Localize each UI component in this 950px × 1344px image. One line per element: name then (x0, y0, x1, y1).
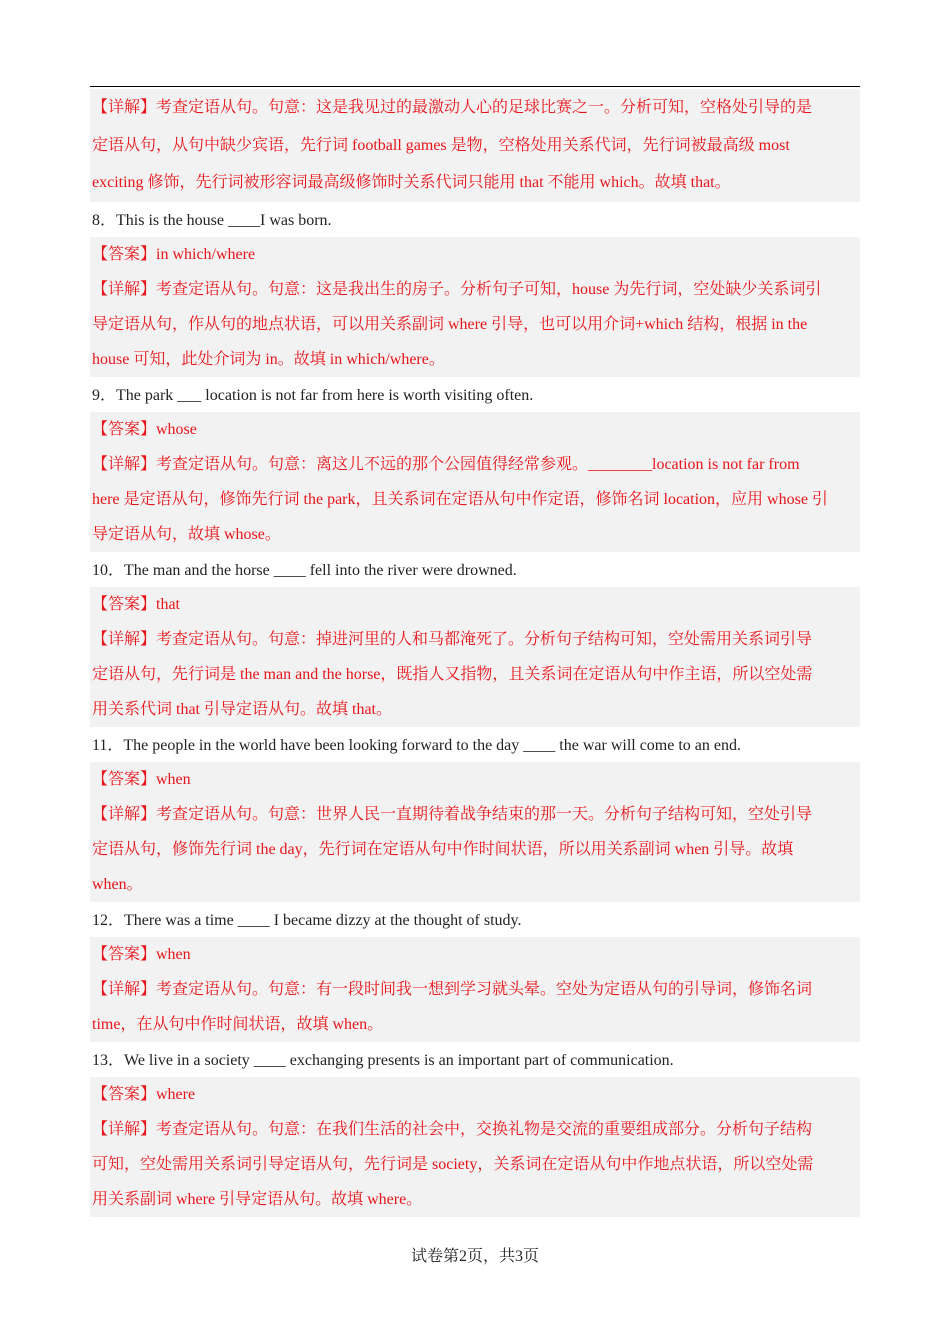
detail-line: time，在从句中作时间状语，故填 when。 (92, 1015, 384, 1033)
question-9: 9．The park ___ location is not far from here is worth visiting often. (92, 386, 534, 404)
detail-line: 定语从句，修饰先行词 the day，先行词在定语从句中作时间状语，所以用关系副词 when 引导。故填 (92, 840, 794, 858)
answer-line: 【答案】when (92, 770, 191, 788)
header-rule (90, 86, 860, 87)
detail-line: 用关系代词 that 引导定语从句。故填 that。 (92, 700, 392, 718)
answer-block-12 (90, 937, 860, 1042)
detail-line: 【详解】考查定语从句。句意：在我们生活的社会中，交换礼物是交流的重要组成部分。分析句子结构 (92, 1120, 813, 1138)
page-content (90, 89, 860, 1220)
detail-line: 【详解】考查定语从句。句意：这是我见过的最激动人心的足球比赛之一。分析可知，空格处引导的是 (92, 99, 813, 116)
question-8: 8．This is the house ____I was born. (92, 211, 332, 229)
detail-line: 定语从句，从句中缺少宾语，先行词 football games 是物，空格处用关系代词，先行词被最高级 most (92, 136, 790, 154)
question-10: 10．The man and the horse ____ fell into the river were drowned. (92, 561, 517, 579)
detail-line: 定语从句，先行词是 the man and the horse，既指人又指物，且关系词在定语从句中作主语，所以空处需 (92, 665, 813, 683)
answer-block-9 (90, 412, 860, 552)
answer-block-11 (90, 762, 860, 902)
detail-line: 导定语从句，作从句的地点状语，可以用关系副词 where 引导，也可以用介词+which 结构，根据 in the (92, 315, 808, 333)
question-13: 13．We live in a society ____ exchanging presents is an important part of communication. (92, 1051, 674, 1069)
detail-line: when。 (92, 875, 143, 893)
answer-line: 【答案】where (92, 1085, 196, 1103)
answer-line: 【答案】that (92, 595, 180, 613)
question-12: 12．There was a time ____ I became dizzy at the thought of study. (92, 911, 522, 929)
detail-line: 【详解】考查定语从句。句意：有一段时间我一想到学习就头晕。空处为定语从句的引导词，修饰名词 (92, 980, 813, 998)
detail-line: house 可知，此处介词为 in。故填 in which/where。 (92, 350, 445, 368)
detail-line: 导定语从句，故填 whose。 (92, 525, 281, 543)
answer-line: 【答案】in which/where (92, 245, 256, 263)
answer-block-13 (90, 1077, 860, 1217)
answer-line: 【答案】when (92, 945, 191, 963)
detail-line: 可知，空处需用关系词引导定语从句，先行词是 society，关系词在定语从句中作地点状语，所以空处需 (92, 1155, 814, 1173)
answer-line: 【答案】whose (92, 420, 197, 438)
detail-line: 【详解】考查定语从句。句意：世界人民一直期待着战争结束的那一天。分析句子结构可知，空处引导 (92, 805, 813, 823)
detail-line: exciting 修饰，先行词被形容词最高级修饰时关系代词只能用 that 不能用 which。故填 that。 (92, 174, 731, 191)
page-footer: 试卷第2页，共3页 (410, 1248, 539, 1265)
question-11: 11．The people in the world have been looking forward to the day ____ the war will come to an end. (92, 736, 741, 754)
answer-block-10 (90, 587, 860, 727)
detail-line: 【详解】考查定语从句。句意：离这儿不远的那个公园值得经常参观。________location is not far from (92, 455, 800, 473)
detail-line: here 是定语从句，修饰先行词 the park，且关系词在定语从句中作定语，修饰名词 location，应用 whose 引 (92, 490, 828, 508)
detail-line: 【详解】考查定语从句。句意：这是我出生的房子。分析句子可知，house 为先行词，空处缺少关系词引 (92, 280, 822, 298)
detail-block-7 (90, 89, 860, 202)
answer-block-8 (90, 237, 860, 377)
detail-line: 【详解】考查定语从句。句意：掉进河里的人和马都淹死了。分析句子结构可知，空处需用关系词引导 (92, 630, 813, 648)
detail-line: 用关系副词 where 引导定语从句。故填 where。 (92, 1190, 423, 1208)
